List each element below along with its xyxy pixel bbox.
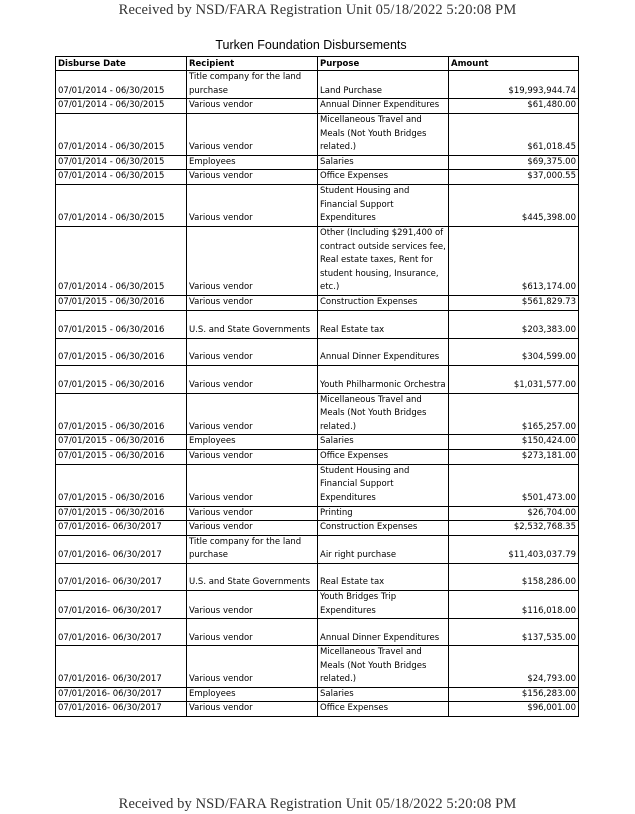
cell-amount: $96,001.00 xyxy=(449,702,579,717)
cell-recipient: Various vendor xyxy=(187,702,318,717)
cell-disburse-date: 07/01/2015 - 06/30/2016 xyxy=(56,338,187,365)
cell-recipient: Title company for the land purchase xyxy=(187,535,318,563)
table-row xyxy=(56,170,579,185)
cell-recipient: Various vendor xyxy=(187,393,318,435)
cell-purpose: Office Expenses xyxy=(318,702,449,717)
cell-amount: $137,535.00 xyxy=(449,619,579,646)
cell-recipient: Employees xyxy=(187,435,318,450)
cell-purpose: Micellaneous Travel and Meals (Not Youth Bridges related.) xyxy=(318,113,449,155)
cell-disburse-date: 07/01/2014 - 06/30/2015 xyxy=(56,99,187,114)
fara-received-stamp-top: Received by NSD/FARA Registration Unit 05/18/2022 5:20:08 PM xyxy=(118,2,517,18)
cell-purpose: Office Expenses xyxy=(318,170,449,185)
cell-recipient: Various vendor xyxy=(187,521,318,536)
table-body xyxy=(56,71,579,717)
cell-recipient: Employees xyxy=(187,687,318,702)
cell-disburse-date: 07/01/2014 - 06/30/2015 xyxy=(56,155,187,170)
table-row xyxy=(56,449,579,464)
document-title: Turken Foundation Disbursements xyxy=(215,38,407,52)
cell-recipient: Various vendor xyxy=(187,506,318,521)
cell-disburse-date: 07/01/2016- 06/30/2017 xyxy=(56,702,187,717)
cell-recipient: Various vendor xyxy=(187,590,318,618)
table-row xyxy=(56,590,579,618)
cell-amount: $501,473.00 xyxy=(449,464,579,506)
cell-recipient: Various vendor xyxy=(187,449,318,464)
cell-amount: $150,424.00 xyxy=(449,435,579,450)
cell-amount: $165,257.00 xyxy=(449,393,579,435)
cell-amount: $69,375.00 xyxy=(449,155,579,170)
cell-disburse-date: 07/01/2015 - 06/30/2016 xyxy=(56,295,187,310)
table-row xyxy=(56,646,579,688)
cell-amount: $19,993,944.74 xyxy=(449,71,579,99)
table-header-row xyxy=(56,57,579,71)
cell-purpose: Student Housing and Financial Support Expenditures xyxy=(318,184,449,226)
cell-recipient: Various vendor xyxy=(187,365,318,393)
cell-amount: $1,031,577.00 xyxy=(449,365,579,393)
table-row xyxy=(56,295,579,310)
column-header-recipient: Recipient xyxy=(187,57,318,71)
table-row xyxy=(56,506,579,521)
column-header-disburse-date: Disburse Date xyxy=(56,57,187,71)
cell-purpose: Construction Expenses xyxy=(318,295,449,310)
cell-purpose: Printing xyxy=(318,506,449,521)
cell-amount: $24,793.00 xyxy=(449,646,579,688)
table-row xyxy=(56,113,579,155)
cell-recipient: Various vendor xyxy=(187,338,318,365)
cell-disburse-date: 07/01/2014 - 06/30/2015 xyxy=(56,170,187,185)
cell-amount: $11,403,037.79 xyxy=(449,535,579,563)
table-row xyxy=(56,464,579,506)
cell-amount: $158,286.00 xyxy=(449,563,579,590)
cell-recipient: Various vendor xyxy=(187,464,318,506)
cell-disburse-date: 07/01/2015 - 06/30/2016 xyxy=(56,393,187,435)
cell-purpose: Micellaneous Travel and Meals (Not Youth Bridges related.) xyxy=(318,393,449,435)
cell-recipient: Various vendor xyxy=(187,619,318,646)
cell-disburse-date: 07/01/2016- 06/30/2017 xyxy=(56,590,187,618)
cell-purpose: Annual Dinner Expenditures xyxy=(318,619,449,646)
table-row xyxy=(56,71,579,99)
cell-recipient: Various vendor xyxy=(187,113,318,155)
cell-disburse-date: 07/01/2014 - 06/30/2015 xyxy=(56,71,187,99)
cell-purpose: Construction Expenses xyxy=(318,521,449,536)
cell-amount: $156,283.00 xyxy=(449,687,579,702)
cell-purpose: Air right purchase xyxy=(318,535,449,563)
cell-disburse-date: 07/01/2015 - 06/30/2016 xyxy=(56,506,187,521)
cell-disburse-date: 07/01/2014 - 06/30/2015 xyxy=(56,113,187,155)
table-row xyxy=(56,310,579,338)
cell-disburse-date: 07/01/2015 - 06/30/2016 xyxy=(56,464,187,506)
cell-purpose: Real Estate tax xyxy=(318,563,449,590)
cell-disburse-date: 07/01/2015 - 06/30/2016 xyxy=(56,365,187,393)
cell-disburse-date: 07/01/2016- 06/30/2017 xyxy=(56,687,187,702)
table-row xyxy=(56,563,579,590)
cell-purpose: Salaries xyxy=(318,687,449,702)
cell-recipient: Various vendor xyxy=(187,170,318,185)
cell-amount: $445,398.00 xyxy=(449,184,579,226)
cell-purpose: Other (Including $291,400 of contract outside services fee, Real estate taxes, Rent for student housing, Insurance, etc.) xyxy=(318,226,449,295)
cell-recipient: Employees xyxy=(187,155,318,170)
table-row xyxy=(56,702,579,717)
table-row xyxy=(56,435,579,450)
cell-recipient: Various vendor xyxy=(187,184,318,226)
column-header-amount: Amount xyxy=(449,57,579,71)
table-row xyxy=(56,619,579,646)
cell-purpose: Youth Philharmonic Orchestra xyxy=(318,365,449,393)
fara-received-stamp-bottom: Received by NSD/FARA Registration Unit 05/18/2022 5:20:08 PM xyxy=(118,796,517,812)
cell-purpose: Annual Dinner Expenditures xyxy=(318,338,449,365)
cell-amount: $116,018.00 xyxy=(449,590,579,618)
cell-amount: $2,532,768.35 xyxy=(449,521,579,536)
cell-recipient: U.S. and State Governments xyxy=(187,563,318,590)
table-row xyxy=(56,535,579,563)
cell-purpose: Office Expenses xyxy=(318,449,449,464)
cell-disburse-date: 07/01/2016- 06/30/2017 xyxy=(56,563,187,590)
cell-recipient: Various vendor xyxy=(187,295,318,310)
table-row xyxy=(56,155,579,170)
cell-recipient: Various vendor xyxy=(187,646,318,688)
cell-purpose: Salaries xyxy=(318,155,449,170)
cell-recipient: Title company for the land purchase xyxy=(187,71,318,99)
cell-amount: $273,181.00 xyxy=(449,449,579,464)
cell-purpose: Annual Dinner Expenditures xyxy=(318,99,449,114)
cell-recipient: Various vendor xyxy=(187,226,318,295)
table-row xyxy=(56,99,579,114)
cell-purpose: Student Housing and Financial Support Expenditures xyxy=(318,464,449,506)
cell-disburse-date: 07/01/2015 - 06/30/2016 xyxy=(56,449,187,464)
column-header-purpose: Purpose xyxy=(318,57,449,71)
cell-amount: $304,599.00 xyxy=(449,338,579,365)
table-row xyxy=(56,393,579,435)
cell-amount: $203,383.00 xyxy=(449,310,579,338)
cell-disburse-date: 07/01/2014 - 06/30/2015 xyxy=(56,184,187,226)
cell-purpose: Real Estate tax xyxy=(318,310,449,338)
cell-recipient: Various vendor xyxy=(187,99,318,114)
table-row xyxy=(56,365,579,393)
disbursements-table xyxy=(55,56,579,717)
cell-purpose: Land Purchase xyxy=(318,71,449,99)
table-row xyxy=(56,184,579,226)
cell-disburse-date: 07/01/2015 - 06/30/2016 xyxy=(56,310,187,338)
table-row xyxy=(56,687,579,702)
cell-purpose: Micellaneous Travel and Meals (Not Youth Bridges related.) xyxy=(318,646,449,688)
cell-amount: $561,829.73 xyxy=(449,295,579,310)
cell-disburse-date: 07/01/2016- 06/30/2017 xyxy=(56,535,187,563)
table-row xyxy=(56,521,579,536)
cell-amount: $61,480.00 xyxy=(449,99,579,114)
cell-disburse-date: 07/01/2016- 06/30/2017 xyxy=(56,619,187,646)
cell-amount: $26,704.00 xyxy=(449,506,579,521)
cell-amount: $61,018.45 xyxy=(449,113,579,155)
table-row xyxy=(56,226,579,295)
cell-amount: $37,000.55 xyxy=(449,170,579,185)
cell-purpose: Youth Bridges Trip Expenditures xyxy=(318,590,449,618)
cell-disburse-date: 07/01/2016- 06/30/2017 xyxy=(56,646,187,688)
cell-recipient: U.S. and State Governments xyxy=(187,310,318,338)
cell-purpose: Salaries xyxy=(318,435,449,450)
cell-disburse-date: 07/01/2015 - 06/30/2016 xyxy=(56,435,187,450)
cell-amount: $613,174.00 xyxy=(449,226,579,295)
cell-disburse-date: 07/01/2016- 06/30/2017 xyxy=(56,521,187,536)
cell-disburse-date: 07/01/2014 - 06/30/2015 xyxy=(56,226,187,295)
table-row xyxy=(56,338,579,365)
